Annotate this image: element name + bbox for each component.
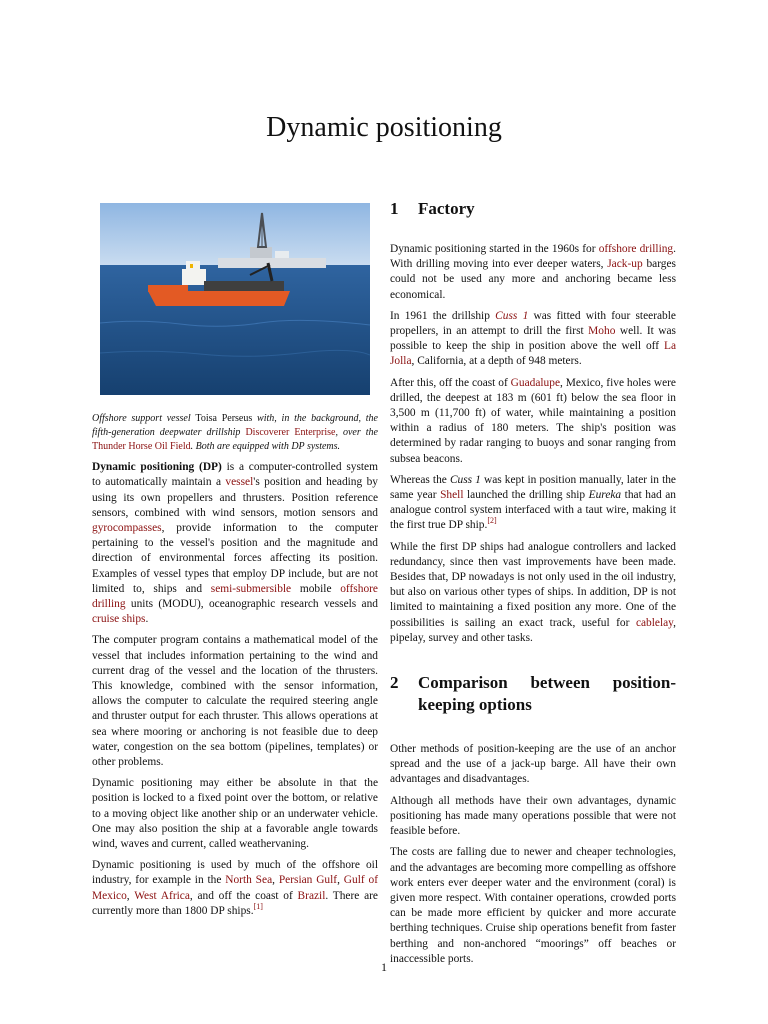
intro-paragraph-2: The computer program contains a mathematical model of the vessel that includes information pertaining to the wind and current drag of the vessel and the location of the thrusters. This knowledge, combined with the sensor information, allows the computer to calculate the required steering angle and thruster output for each thruster. This allows operations at sea where mooring or anchoring is not feasible due to deep water, congestion on the sea bottom (pipelines, templates) or other problems.	[92, 634, 378, 769]
north-sea-link[interactable]: North Sea	[225, 874, 273, 887]
vessel-link[interactable]: vessel	[225, 476, 254, 489]
guadalupe-link[interactable]: Guadalupe	[510, 376, 560, 389]
page-number: 1	[381, 960, 387, 974]
intro-paragraph-3: Dynamic positioning may either be absolute in that the position is locked to a fixed point over the bottom, or relative to a moving object like another ship or an underwater vehicle. One may also position the ship at a favorable angle towards wind, waves and current, called weathervaning.	[92, 777, 378, 851]
vessel-photo	[100, 203, 370, 395]
section-2-heading: 2 Comparison between position-keeping options	[390, 673, 676, 715]
west-africa-link[interactable]: West Africa	[134, 889, 190, 902]
discoverer-enterprise-link[interactable]: Discoverer Enterprise	[245, 427, 336, 439]
section-2-paragraph-1: Other methods of position-keeping are the use of an anchor spread and the use of a jack-up barge. All have their own advantages and disadvantages.	[390, 743, 676, 786]
moho-link[interactable]: Moho	[588, 325, 616, 338]
reference-1[interactable]: [1]	[253, 902, 263, 912]
reference-2[interactable]: [2]	[487, 516, 497, 526]
section-2-paragraph-2: Although all methods have their own advantages, dynamic positioning has made many operations possible that were not feasible before.	[390, 794, 676, 838]
section-1-paragraph-2: In 1961 the drillship Cuss 1 was fitted with four steerable propellers, in an attempt to drill the first Moho well. It was possible to keep the ship in position above the well off La Jolla, California, at a depth of 948 meters.	[390, 309, 676, 368]
thunder-horse-link[interactable]: Thunder Horse Oil Field	[92, 441, 191, 453]
offshore-drilling-link[interactable]: offshore drilling	[92, 582, 378, 611]
section-2-paragraph-3: The costs are falling due to newer and cheaper technologies, and the advantages are becoming more compelling as offshore work enters ever deeper water and the environment (coral) is given more respect. With container operations, crowded ports can be made more efficient by quicker and more accurate berthing techniques. Cruise ship operations benefit from faster berthing and non-anchored “moorings” off beaches or inaccessible ports.	[390, 846, 676, 965]
brazil-link[interactable]: Brazil	[297, 889, 326, 902]
page-title: Dynamic positioning	[266, 112, 502, 143]
right-column	[390, 198, 676, 973]
section-1-paragraph-1: Dynamic positioning started in the 1960s for offshore drilling. With drilling moving into ever deeper waters, Jack-up barges could not be used any more and anchoring became less economical.	[390, 243, 676, 301]
section-1-paragraph-5: While the first DP ships had analogue controllers and lacked redundancy, since then vast improvements have been made. Besides that, DP nowadays is not only used in the oil industry, but also on various other types of ships. In addition, DP is not limited to maintaining a fixed position any more. One of the possibilities is sailing an exact track, useful for cablelay, pipelay, survey and other tasks.	[390, 540, 676, 644]
section-1-heading: 1 Factory	[390, 199, 475, 218]
semi-submersible-link[interactable]: semi-submersible	[210, 582, 292, 595]
figure-caption: Offshore support vessel Toisa Perseus with, in the background, the fifth-generation deepwater drillship Discoverer Enterprise, over the Thunder Horse Oil Field. Both are equipped with DP systems.	[92, 413, 378, 453]
gulf-of-mexico-link[interactable]: Gulf of Mexico	[92, 874, 378, 902]
jack-up-link[interactable]: Jack-up	[607, 258, 643, 271]
persian-gulf-link[interactable]: Persian Gulf	[278, 874, 338, 887]
left-column	[92, 203, 378, 925]
cablelay-link[interactable]: cablelay	[635, 616, 674, 629]
la-jolla-link[interactable]: La Jolla	[390, 340, 676, 368]
offshore-drilling-link-2[interactable]: offshore drilling	[598, 243, 674, 255]
gyrocompasses-link[interactable]: gyrocompasses	[92, 522, 162, 535]
section-1-paragraph-4: Whereas the Cuss 1 was kept in position manually, later in the same year Shell launched the drilling ship Eureka that had an analogue control system interfaced with a taut wire, making it the first true DP ship.[2]	[390, 473, 676, 532]
intro-paragraph-4: Dynamic positioning is used by much of the offshore oil industry, for example in the North Sea, Persian Gulf, Gulf of Mexico, West Africa, and off the coast of Brazil. There are currently more than 1800 DP ships.[1]	[92, 859, 378, 917]
cruise-ships-link[interactable]: cruise ships	[92, 613, 146, 626]
cuss-1-link[interactable]: Cuss 1	[495, 309, 529, 322]
shell-link[interactable]: Shell	[440, 489, 464, 502]
intro-paragraph-1: Dynamic positioning (DP) is a computer-controlled system to automatically maintain a vessel's position and heading by using its own propellers and thrusters. Position reference sensors, combined with wind sensors, motion sensors and gyrocompasses, provide information to the computer pertaining to the vessel's position and the magnitude and direction of environmental forces affecting its position. Examples of vessel types that employ DP include, but are not limited to, ships and semi-submersible mobile offshore drilling units (MODU), oceanographic research vessels and cruise ships.	[92, 461, 378, 626]
section-1-paragraph-3: After this, off the coast of Guadalupe, Mexico, five holes were drilled, the deepest at 183 m (601 ft) below the sea floor in 3,500 m (11,700 ft) of water, while maintaining a position within a radius of 180 meters. The ship's position was determined by radar ranging to buoys and sonar ranging from subsea beacons.	[390, 376, 676, 465]
